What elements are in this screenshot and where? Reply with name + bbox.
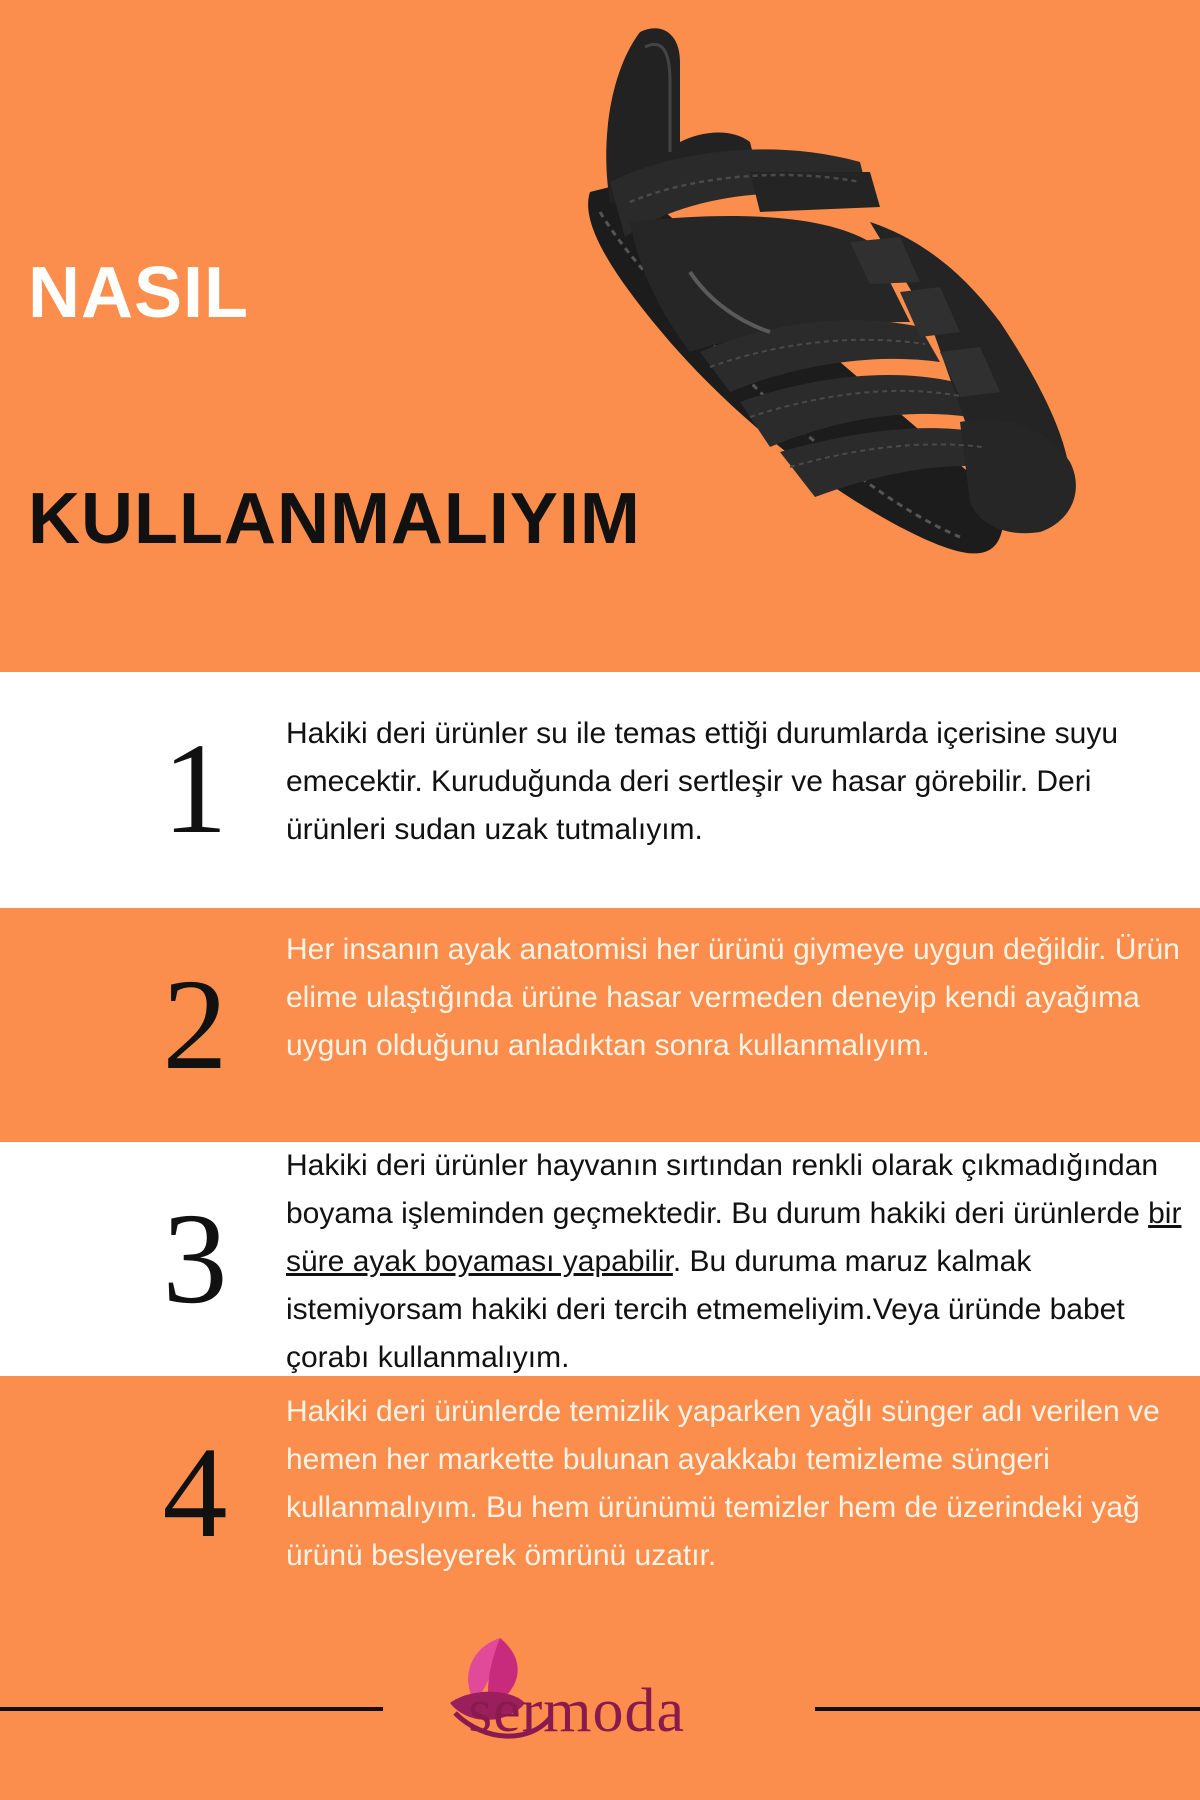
step-3-text bbox=[286, 1142, 1186, 1382]
step-1-number: 1 bbox=[162, 717, 228, 861]
step-4-text: Hakiki deri ürünlerde temizlik yaparken yağlı sünger adı verilen ve hemen her markette bulunan ayakkabı temizleme süngeri kullanmalıyım. Bu hem ürünümü temizler hem de üzerindeki yağ ürünü besleyerek ömrünü uzatır. bbox=[286, 1395, 1160, 1572]
step-2-section bbox=[0, 908, 1200, 1142]
footer-divider-right bbox=[815, 1707, 1200, 1711]
step-3-section bbox=[0, 1142, 1200, 1376]
step-4-section bbox=[0, 1376, 1200, 1626]
step-1-section bbox=[0, 672, 1200, 908]
footer-divider-left bbox=[0, 1707, 383, 1711]
step-3-text-start: Hakiki deri ürünler hayvanın sırtından renkli olarak çıkmadığından boyama işleminden geçmektedir. Bu durum hakiki deri ürünlerde bbox=[286, 1149, 1159, 1230]
step-2-number: 2 bbox=[162, 953, 228, 1097]
step-1-text: Hakiki deri ürünler su ile temas ettiği durumlarda içerisine suyu emecektir. Kuruduğunda deri sertleşir ve hasar görebilir. Deri ürünleri sudan uzak tutmalıyım. bbox=[286, 717, 1119, 846]
title-line-2: KULLANMALIYIM bbox=[28, 479, 641, 559]
brand-name: sermoda bbox=[468, 1677, 686, 1745]
title-line-1: NASIL bbox=[28, 253, 249, 333]
step-2-text: Her insanın ayak anatomisi her ürünü giymeye uygun değildir. Ürün elime ulaştığında ürüne hasar vermeden deneyip kendi ayağıma uygun olduğunu anladıktan sonra kullanmalıyım. bbox=[286, 933, 1180, 1062]
header-banner bbox=[0, 0, 1200, 672]
step-3-number: 3 bbox=[162, 1187, 228, 1331]
step-3-text-end: . Bu duruma maruz kalmak istemiyorsam hakiki deri tercih etmemeliyim.Veya üründe babet çorabı kullanmalıyım. bbox=[286, 1245, 1125, 1374]
step-4-number: 4 bbox=[162, 1421, 228, 1565]
step-3-text-underlined: bir süre ayak boyaması yapabilir bbox=[286, 1197, 1182, 1278]
sandal-image bbox=[570, 22, 1170, 562]
